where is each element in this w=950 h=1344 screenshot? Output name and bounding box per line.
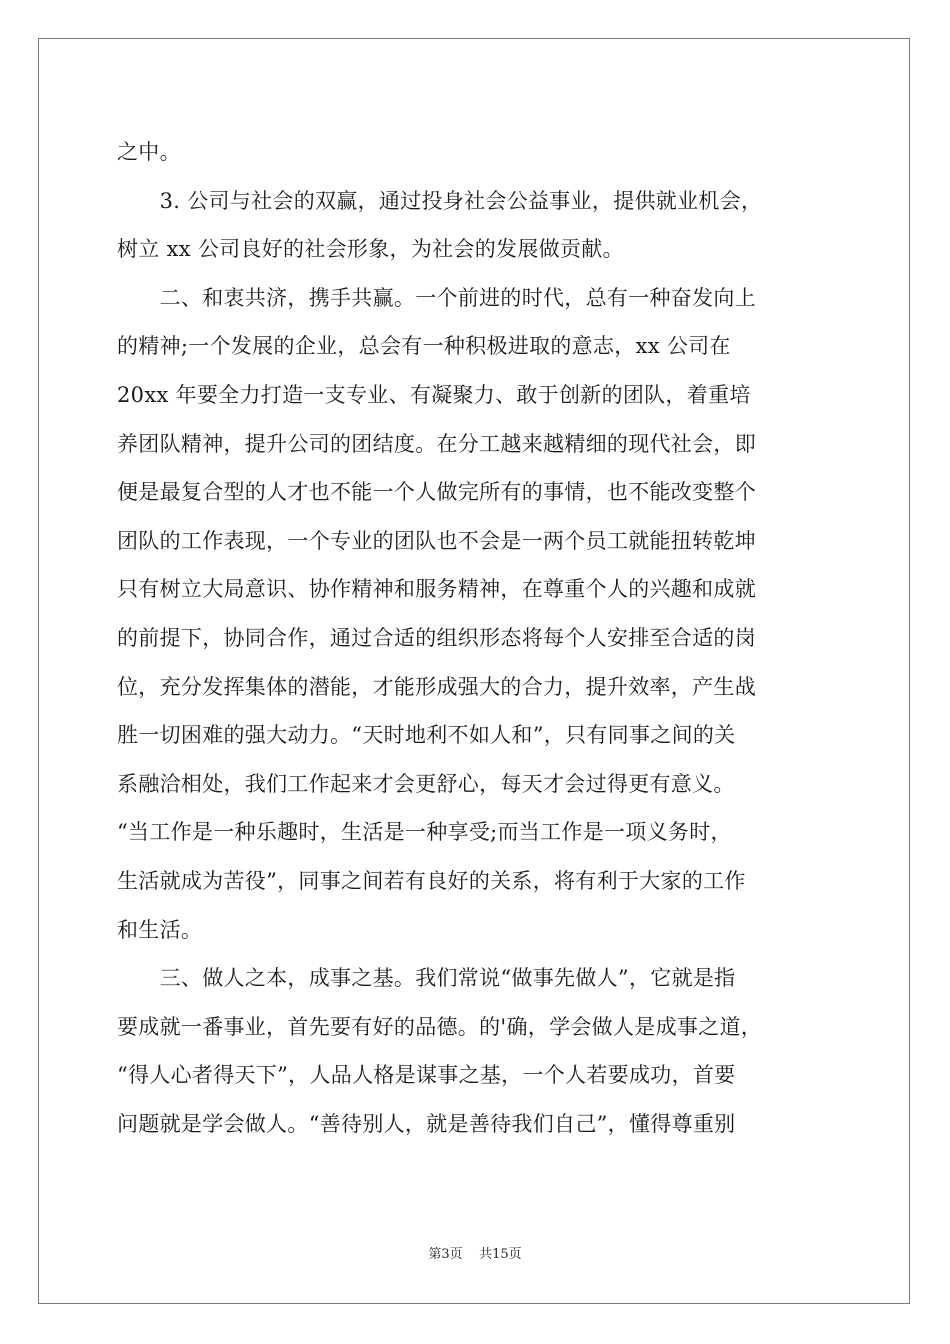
text-line: 便是最复合型的人才也不能一个人做完所有的事情，也不能改变整个: [117, 480, 756, 505]
page-total: 共15页: [479, 1247, 522, 1262]
footer-spacer: [463, 1247, 480, 1262]
text-line: 养团队精神，提升公司的团结度。在分工越来越精细的现代社会，即: [117, 431, 756, 456]
text-line: 胜一切困难的强大动力。“天时地利不如人和”，只有同事之间的关: [117, 723, 736, 748]
text-line: 位，充分发挥集体的潜能，才能形成强大的合力，提升效率，产生战: [117, 674, 756, 699]
text-line: 树立 xx 公司良好的社会形象，为社会的发展做贡献。: [117, 237, 624, 262]
document-body: [117, 128, 833, 1148]
text-line: 之中。: [117, 140, 181, 164]
text-line: 的精神;一个发展的企业，总会有一种积极进取的意志，xx 公司在: [117, 334, 731, 359]
text-line: 要成就一番事业，首先要有好的品德。的'确，学会做人是成事之道，: [117, 1014, 763, 1039]
text-line: “当工作是一种乐趣时，生活是一种享受;而当工作是一项义务时，: [117, 820, 732, 845]
text-line: 二、和衷共济，携手共赢。一个前进的时代，总有一种奋发向上: [117, 285, 756, 310]
text-line: 生活就成为苦役”，同事之间若有良好的关系，将有利于大家的工作: [117, 868, 746, 893]
text-line: 3. 公司与社会的双赢，通过投身社会公益事业，提供就业机会，: [117, 188, 763, 213]
text-line: 20xx 年要全力打造一支专业、有凝聚力、敢于创新的团队，着重培: [117, 382, 751, 407]
page-number: 第3页: [428, 1247, 463, 1262]
text-line: 的前提下，协同合作，通过合适的组织形态将每个人安排至合适的岗: [117, 625, 756, 650]
text-line: 问题就是学会做人。“善待别人，就是善待我们自己”，懂得尊重别: [117, 1111, 736, 1136]
text-line: 只有树立大局意识、协作精神和服务精神，在尊重个人的兴趣和成就: [117, 577, 756, 602]
text-line: “得人心者得天下”，人品人格是谋事之基，一个人若要成功，首要: [117, 1063, 736, 1088]
page-footer: [0, 1246, 950, 1264]
text-line: 团队的工作表现，一个专业的团队也不会是一两个员工就能扭转乾坤: [117, 528, 756, 553]
text-line: 和生活。: [117, 917, 203, 942]
text-line: 三、做人之本，成事之基。我们常说“做事先做人”，它就是指: [117, 966, 736, 991]
text-line: 系融洽相处，我们工作起来才会更舒心，每天才会过得更有意义。: [117, 771, 735, 796]
